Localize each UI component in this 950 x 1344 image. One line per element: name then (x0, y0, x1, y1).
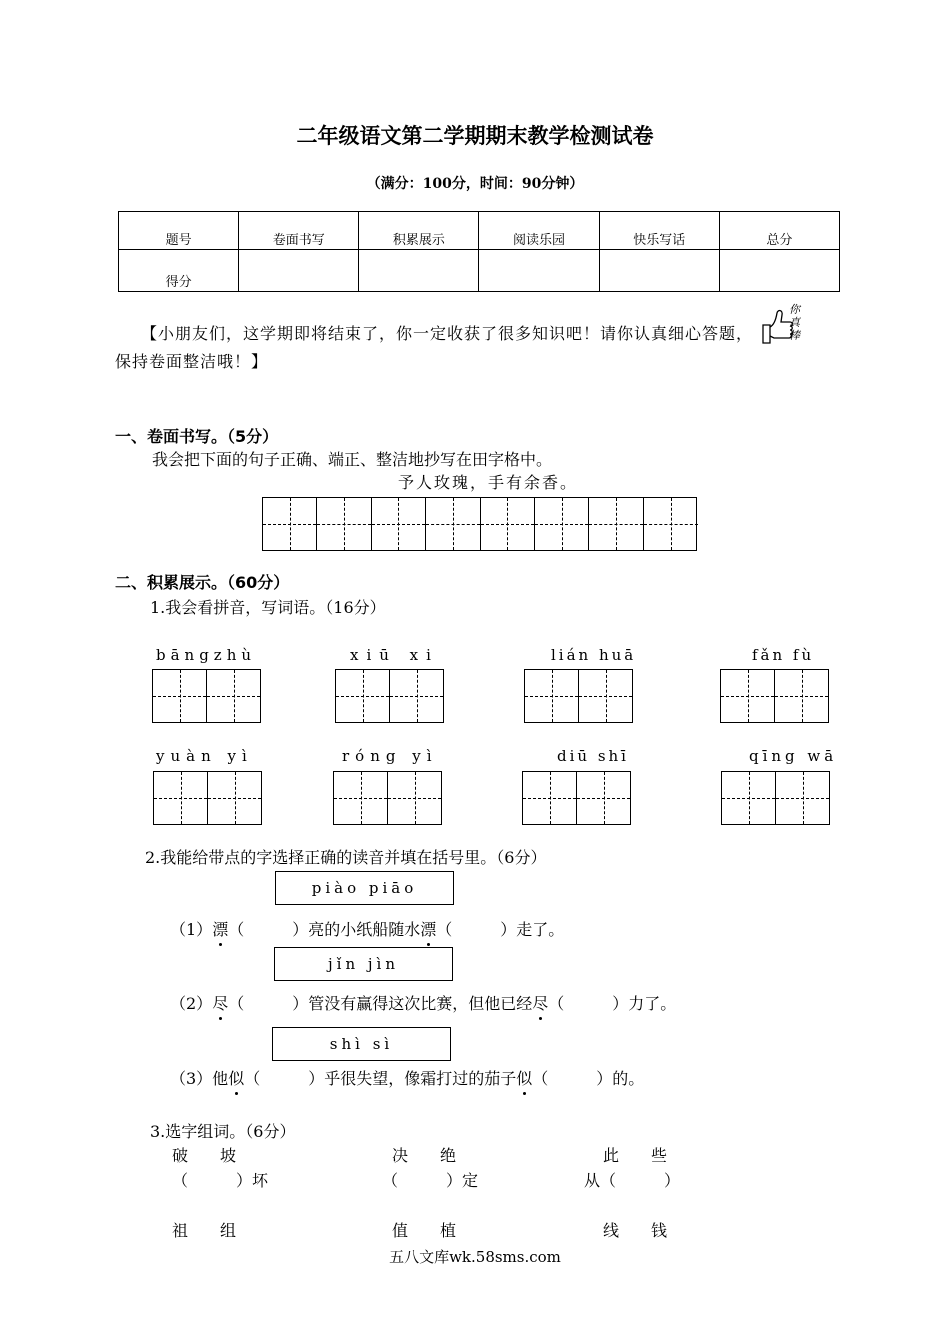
score-cell[interactable] (359, 250, 479, 292)
word-grid[interactable] (333, 771, 442, 825)
score-cell[interactable] (239, 250, 359, 292)
pinyin-label: qīng wā (749, 747, 838, 765)
q3-blank[interactable]: 从（ ） (584, 1171, 681, 1190)
pinyin-options-box: shì sì (272, 1027, 451, 1061)
dotted-char: 漂 (420, 917, 436, 940)
pinyin-label: xiū xi (350, 646, 439, 664)
score-row-label: 得分 (119, 250, 239, 292)
score-header: 总分 (719, 212, 839, 250)
q2-prompt: 2.我能给带点的字选择正确的读音并填在括号里。（6分） (145, 848, 547, 867)
pinyin-label: fǎn fù (752, 646, 815, 664)
dotted-char: 漂 (212, 917, 228, 940)
word-grid[interactable] (153, 771, 262, 825)
section1-sentence: 予人玫瑰，手有余香。 (398, 473, 579, 492)
score-cell[interactable] (479, 250, 599, 292)
section1-instruction: 我会把下面的句子正确、端正、整洁地抄写在田字格中。 (152, 450, 553, 469)
score-header: 积累展示 (359, 212, 479, 250)
q2-item: （1）漂（ ）亮的小纸船随水漂（ ）走了。 (170, 917, 564, 940)
q3-chars: 此 些 (603, 1146, 668, 1165)
q3-blank[interactable]: （ ）坏 (172, 1171, 269, 1190)
score-cell[interactable] (599, 250, 719, 292)
score-header: 阅读乐园 (479, 212, 599, 250)
dotted-char: 尽 (212, 991, 228, 1014)
q3-chars: 值 植 (392, 1221, 457, 1240)
word-grid[interactable] (152, 669, 261, 723)
section2-heading: 二、积累展示。（60分） (115, 573, 290, 592)
word-grid[interactable] (522, 771, 631, 825)
q3-chars: 决 绝 (392, 1146, 457, 1165)
word-grid[interactable] (335, 669, 444, 723)
score-cell[interactable] (719, 250, 839, 292)
score-header: 卷面书写 (239, 212, 359, 250)
pinyin-label: róng yì (342, 747, 438, 765)
pinyin-label: lián huā (551, 646, 637, 664)
q3-chars: 祖 组 (172, 1221, 237, 1240)
q1-prompt: 1.我会看拼音，写词语。（16分） (150, 598, 386, 617)
word-grid[interactable] (524, 669, 633, 723)
page-subtitle: （满分：100分，时间：90分钟） (366, 176, 584, 192)
word-grid[interactable] (720, 669, 829, 723)
word-grid[interactable] (721, 771, 830, 825)
q2-item: （2）尽（ ）管没有赢得这次比赛，但他已经尽（ ）力了。 (170, 991, 676, 1014)
pinyin-options-box: piào piāo (275, 871, 454, 905)
pinyin-label: diū shī (557, 747, 629, 765)
q3-chars: 线 钱 (603, 1221, 668, 1240)
writing-grid[interactable] (262, 497, 697, 551)
q3-blank[interactable]: （ ）定 (382, 1171, 479, 1190)
dotted-char: 似 (228, 1066, 244, 1089)
intro-text: 【小朋友们，这学期即将结束了，你一定收获了很多知识吧！请你认真细心答题，保持卷面整洁哦！】 (115, 324, 754, 371)
footer-watermark: 五八文库wk.58sms.com (389, 1248, 561, 1266)
q3-prompt: 3.选字组词。（6分） (150, 1122, 296, 1141)
q3-chars: 破 坡 (172, 1146, 237, 1165)
pinyin-options-box: jǐn jìn (274, 947, 453, 981)
page-title: 二年级语文第二学期期末教学检测试卷 (296, 123, 654, 148)
pinyin-label: yuàn yì (156, 747, 253, 765)
thumb-caption: 你真棒 (789, 303, 800, 342)
score-table (118, 211, 840, 292)
score-header: 题号 (119, 212, 239, 250)
dotted-char: 尽 (532, 991, 548, 1014)
score-header: 快乐写话 (599, 212, 719, 250)
pinyin-label: bāngzhù (156, 646, 257, 664)
thumbs-up-icon (757, 301, 807, 351)
dotted-char: 似 (516, 1066, 532, 1089)
section1-heading: 一、卷面书写。（5分） (115, 427, 279, 446)
q2-item: （3）他似（ ）乎很失望，像霜打过的茄子似（ ）的。 (170, 1066, 644, 1089)
